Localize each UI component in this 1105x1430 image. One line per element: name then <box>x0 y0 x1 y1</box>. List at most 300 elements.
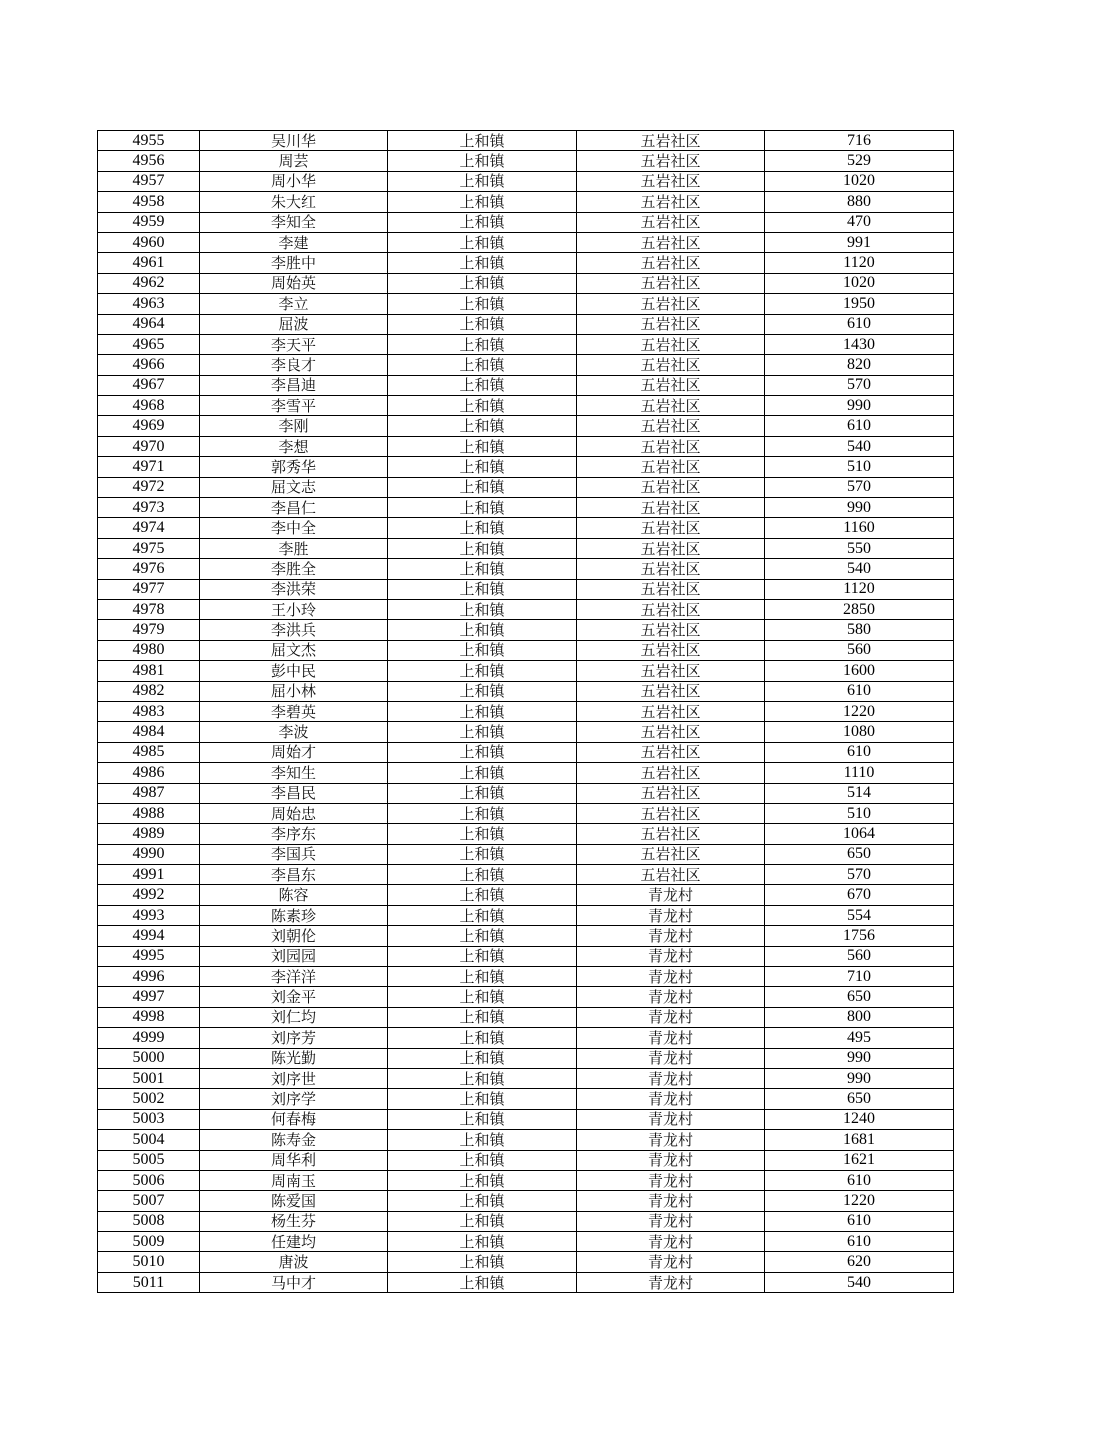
amount-cell: 800 <box>765 1007 954 1027</box>
name-cell: 周始英 <box>200 273 388 293</box>
name-cell: 周小华 <box>200 171 388 191</box>
row-number-cell: 4966 <box>98 355 200 375</box>
amount-cell: 1020 <box>765 171 954 191</box>
table-row <box>98 1170 954 1190</box>
community-cell: 青龙村 <box>577 905 765 925</box>
town-cell: 上和镇 <box>388 477 577 497</box>
row-number-cell: 4962 <box>98 273 200 293</box>
row-number-cell: 4974 <box>98 518 200 538</box>
row-number-cell: 5006 <box>98 1170 200 1190</box>
community-cell: 五岩社区 <box>577 620 765 640</box>
amount-cell: 670 <box>765 885 954 905</box>
town-cell: 上和镇 <box>388 905 577 925</box>
town-cell: 上和镇 <box>388 1211 577 1231</box>
amount-cell: 560 <box>765 946 954 966</box>
table-row <box>98 518 954 538</box>
table-row <box>98 701 954 721</box>
row-number-cell: 4984 <box>98 722 200 742</box>
name-cell: 李雪平 <box>200 396 388 416</box>
town-cell: 上和镇 <box>388 1232 577 1252</box>
community-cell: 五岩社区 <box>577 151 765 171</box>
town-cell: 上和镇 <box>388 232 577 252</box>
name-cell: 李昌民 <box>200 783 388 803</box>
amount-cell: 991 <box>765 232 954 252</box>
row-number-cell: 4982 <box>98 681 200 701</box>
row-number-cell: 4963 <box>98 294 200 314</box>
amount-cell: 554 <box>765 905 954 925</box>
community-cell: 五岩社区 <box>577 436 765 456</box>
community-cell: 青龙村 <box>577 1007 765 1027</box>
name-cell: 李昌东 <box>200 865 388 885</box>
row-number-cell: 4968 <box>98 396 200 416</box>
row-number-cell: 4969 <box>98 416 200 436</box>
amount-cell: 880 <box>765 192 954 212</box>
row-number-cell: 4992 <box>98 885 200 905</box>
community-cell: 五岩社区 <box>577 232 765 252</box>
amount-cell: 495 <box>765 1028 954 1048</box>
row-number-cell: 4977 <box>98 579 200 599</box>
amount-cell: 610 <box>765 1232 954 1252</box>
name-cell: 李中全 <box>200 518 388 538</box>
table-row <box>98 1130 954 1150</box>
name-cell: 杨生芬 <box>200 1211 388 1231</box>
amount-cell: 1020 <box>765 273 954 293</box>
table-row <box>98 1068 954 1088</box>
amount-cell: 1064 <box>765 824 954 844</box>
town-cell: 上和镇 <box>388 1007 577 1027</box>
name-cell: 周南玉 <box>200 1170 388 1190</box>
row-number-cell: 4996 <box>98 967 200 987</box>
community-cell: 青龙村 <box>577 1150 765 1170</box>
community-cell: 五岩社区 <box>577 640 765 660</box>
community-cell: 五岩社区 <box>577 579 765 599</box>
amount-cell: 510 <box>765 803 954 823</box>
community-cell: 青龙村 <box>577 1191 765 1211</box>
row-number-cell: 4973 <box>98 498 200 518</box>
row-number-cell: 4999 <box>98 1028 200 1048</box>
table-row <box>98 681 954 701</box>
table-row <box>98 946 954 966</box>
table-row <box>98 599 954 619</box>
row-number-cell: 4959 <box>98 212 200 232</box>
amount-cell: 514 <box>765 783 954 803</box>
community-cell: 五岩社区 <box>577 742 765 762</box>
amount-cell: 650 <box>765 1089 954 1109</box>
amount-cell: 1600 <box>765 661 954 681</box>
amount-cell: 529 <box>765 151 954 171</box>
name-cell: 屈文志 <box>200 477 388 497</box>
name-cell: 李想 <box>200 436 388 456</box>
town-cell: 上和镇 <box>388 1170 577 1190</box>
row-number-cell: 4964 <box>98 314 200 334</box>
town-cell: 上和镇 <box>388 192 577 212</box>
town-cell: 上和镇 <box>388 620 577 640</box>
community-cell: 青龙村 <box>577 1252 765 1272</box>
name-cell: 李胜 <box>200 538 388 558</box>
amount-cell: 990 <box>765 396 954 416</box>
amount-cell: 1120 <box>765 253 954 273</box>
community-cell: 青龙村 <box>577 1068 765 1088</box>
name-cell: 李立 <box>200 294 388 314</box>
table-row <box>98 926 954 946</box>
amount-cell: 610 <box>765 416 954 436</box>
town-cell: 上和镇 <box>388 131 577 151</box>
amount-cell: 620 <box>765 1252 954 1272</box>
community-cell: 五岩社区 <box>577 375 765 395</box>
amount-cell: 990 <box>765 1068 954 1088</box>
row-number-cell: 4976 <box>98 559 200 579</box>
table-row <box>98 457 954 477</box>
row-number-cell: 4965 <box>98 334 200 354</box>
amount-cell: 1621 <box>765 1150 954 1170</box>
table-row <box>98 314 954 334</box>
row-number-cell: 4957 <box>98 171 200 191</box>
town-cell: 上和镇 <box>388 1252 577 1272</box>
name-cell: 刘序世 <box>200 1068 388 1088</box>
table-row <box>98 273 954 293</box>
data-table <box>97 130 954 1293</box>
row-number-cell: 4997 <box>98 987 200 1007</box>
table-row <box>98 253 954 273</box>
row-number-cell: 4987 <box>98 783 200 803</box>
community-cell: 五岩社区 <box>577 538 765 558</box>
name-cell: 李国兵 <box>200 844 388 864</box>
name-cell: 李胜全 <box>200 559 388 579</box>
table-row <box>98 1191 954 1211</box>
row-number-cell: 5011 <box>98 1272 200 1292</box>
community-cell: 青龙村 <box>577 1028 765 1048</box>
amount-cell: 610 <box>765 314 954 334</box>
table-row <box>98 1048 954 1068</box>
community-cell: 五岩社区 <box>577 701 765 721</box>
table-row <box>98 334 954 354</box>
row-number-cell: 4956 <box>98 151 200 171</box>
table-row <box>98 579 954 599</box>
town-cell: 上和镇 <box>388 987 577 1007</box>
town-cell: 上和镇 <box>388 742 577 762</box>
table-row <box>98 824 954 844</box>
town-cell: 上和镇 <box>388 701 577 721</box>
row-number-cell: 4985 <box>98 742 200 762</box>
table-row <box>98 396 954 416</box>
table-row <box>98 1150 954 1170</box>
community-cell: 五岩社区 <box>577 559 765 579</box>
name-cell: 李建 <box>200 232 388 252</box>
name-cell: 刘序芳 <box>200 1028 388 1048</box>
community-cell: 五岩社区 <box>577 661 765 681</box>
town-cell: 上和镇 <box>388 1130 577 1150</box>
town-cell: 上和镇 <box>388 967 577 987</box>
amount-cell: 550 <box>765 538 954 558</box>
community-cell: 青龙村 <box>577 1130 765 1150</box>
table-row <box>98 803 954 823</box>
community-cell: 青龙村 <box>577 1272 765 1292</box>
community-cell: 五岩社区 <box>577 477 765 497</box>
table-row <box>98 885 954 905</box>
community-cell: 青龙村 <box>577 885 765 905</box>
town-cell: 上和镇 <box>388 396 577 416</box>
row-number-cell: 4993 <box>98 905 200 925</box>
community-cell: 五岩社区 <box>577 498 765 518</box>
community-cell: 五岩社区 <box>577 722 765 742</box>
community-cell: 青龙村 <box>577 946 765 966</box>
table-row <box>98 1252 954 1272</box>
town-cell: 上和镇 <box>388 844 577 864</box>
row-number-cell: 4979 <box>98 620 200 640</box>
amount-cell: 540 <box>765 436 954 456</box>
amount-cell: 1080 <box>765 722 954 742</box>
name-cell: 屈文杰 <box>200 640 388 660</box>
row-number-cell: 4972 <box>98 477 200 497</box>
town-cell: 上和镇 <box>388 1068 577 1088</box>
town-cell: 上和镇 <box>388 599 577 619</box>
table-row <box>98 967 954 987</box>
name-cell: 李知全 <box>200 212 388 232</box>
amount-cell: 1950 <box>765 294 954 314</box>
amount-cell: 1110 <box>765 763 954 783</box>
town-cell: 上和镇 <box>388 559 577 579</box>
row-number-cell: 4978 <box>98 599 200 619</box>
name-cell: 陈光勤 <box>200 1048 388 1068</box>
row-number-cell: 4994 <box>98 926 200 946</box>
name-cell: 刘仁均 <box>200 1007 388 1027</box>
amount-cell: 570 <box>765 375 954 395</box>
name-cell: 周华利 <box>200 1150 388 1170</box>
row-number-cell: 4986 <box>98 763 200 783</box>
table-row <box>98 375 954 395</box>
row-number-cell: 4998 <box>98 1007 200 1027</box>
name-cell: 王小玲 <box>200 599 388 619</box>
community-cell: 五岩社区 <box>577 844 765 864</box>
town-cell: 上和镇 <box>388 865 577 885</box>
table-body <box>98 131 954 1293</box>
name-cell: 刘园园 <box>200 946 388 966</box>
amount-cell: 650 <box>765 844 954 864</box>
town-cell: 上和镇 <box>388 681 577 701</box>
amount-cell: 990 <box>765 498 954 518</box>
amount-cell: 650 <box>765 987 954 1007</box>
table-row <box>98 1232 954 1252</box>
town-cell: 上和镇 <box>388 946 577 966</box>
name-cell: 李昌迪 <box>200 375 388 395</box>
name-cell: 李刚 <box>200 416 388 436</box>
community-cell: 五岩社区 <box>577 253 765 273</box>
name-cell: 周芸 <box>200 151 388 171</box>
name-cell: 李序东 <box>200 824 388 844</box>
table-row <box>98 171 954 191</box>
table-row <box>98 620 954 640</box>
town-cell: 上和镇 <box>388 416 577 436</box>
community-cell: 五岩社区 <box>577 865 765 885</box>
amount-cell: 820 <box>765 355 954 375</box>
amount-cell: 2850 <box>765 599 954 619</box>
row-number-cell: 5003 <box>98 1109 200 1129</box>
town-cell: 上和镇 <box>388 1191 577 1211</box>
amount-cell: 570 <box>765 477 954 497</box>
community-cell: 五岩社区 <box>577 314 765 334</box>
town-cell: 上和镇 <box>388 722 577 742</box>
table-row <box>98 987 954 1007</box>
row-number-cell: 4988 <box>98 803 200 823</box>
name-cell: 刘金平 <box>200 987 388 1007</box>
name-cell: 李知生 <box>200 763 388 783</box>
community-cell: 五岩社区 <box>577 803 765 823</box>
name-cell: 李胜中 <box>200 253 388 273</box>
community-cell: 青龙村 <box>577 967 765 987</box>
community-cell: 青龙村 <box>577 1170 765 1190</box>
amount-cell: 716 <box>765 131 954 151</box>
name-cell: 陈容 <box>200 885 388 905</box>
row-number-cell: 4981 <box>98 661 200 681</box>
amount-cell: 560 <box>765 640 954 660</box>
town-cell: 上和镇 <box>388 1272 577 1292</box>
row-number-cell: 4961 <box>98 253 200 273</box>
amount-cell: 1430 <box>765 334 954 354</box>
community-cell: 五岩社区 <box>577 212 765 232</box>
community-cell: 五岩社区 <box>577 599 765 619</box>
amount-cell: 1160 <box>765 518 954 538</box>
name-cell: 陈寿金 <box>200 1130 388 1150</box>
amount-cell: 1120 <box>765 579 954 599</box>
table-row <box>98 865 954 885</box>
row-number-cell: 5000 <box>98 1048 200 1068</box>
table-row <box>98 355 954 375</box>
name-cell: 陈爱国 <box>200 1191 388 1211</box>
table-row <box>98 1272 954 1292</box>
name-cell: 李天平 <box>200 334 388 354</box>
row-number-cell: 4960 <box>98 232 200 252</box>
town-cell: 上和镇 <box>388 824 577 844</box>
table-row <box>98 232 954 252</box>
row-number-cell: 4980 <box>98 640 200 660</box>
name-cell: 屈小林 <box>200 681 388 701</box>
table-row <box>98 722 954 742</box>
name-cell: 郭秀华 <box>200 457 388 477</box>
row-number-cell: 4991 <box>98 865 200 885</box>
town-cell: 上和镇 <box>388 1048 577 1068</box>
community-cell: 五岩社区 <box>577 273 765 293</box>
community-cell: 五岩社区 <box>577 763 765 783</box>
row-number-cell: 5001 <box>98 1068 200 1088</box>
town-cell: 上和镇 <box>388 783 577 803</box>
name-cell: 周始忠 <box>200 803 388 823</box>
community-cell: 五岩社区 <box>577 783 765 803</box>
community-cell: 五岩社区 <box>577 334 765 354</box>
community-cell: 青龙村 <box>577 1109 765 1129</box>
community-cell: 五岩社区 <box>577 824 765 844</box>
amount-cell: 610 <box>765 1170 954 1190</box>
amount-cell: 1220 <box>765 1191 954 1211</box>
community-cell: 五岩社区 <box>577 518 765 538</box>
town-cell: 上和镇 <box>388 1089 577 1109</box>
table-row <box>98 1211 954 1231</box>
town-cell: 上和镇 <box>388 273 577 293</box>
amount-cell: 540 <box>765 559 954 579</box>
table-row <box>98 640 954 660</box>
amount-cell: 1220 <box>765 701 954 721</box>
community-cell: 五岩社区 <box>577 294 765 314</box>
row-number-cell: 5008 <box>98 1211 200 1231</box>
row-number-cell: 4975 <box>98 538 200 558</box>
town-cell: 上和镇 <box>388 538 577 558</box>
town-cell: 上和镇 <box>388 579 577 599</box>
name-cell: 任建均 <box>200 1232 388 1252</box>
row-number-cell: 5002 <box>98 1089 200 1109</box>
table-row <box>98 416 954 436</box>
row-number-cell: 4970 <box>98 436 200 456</box>
table-row <box>98 763 954 783</box>
table-row <box>98 1089 954 1109</box>
community-cell: 五岩社区 <box>577 457 765 477</box>
town-cell: 上和镇 <box>388 763 577 783</box>
table-row <box>98 742 954 762</box>
name-cell: 李洪兵 <box>200 620 388 640</box>
table-row <box>98 498 954 518</box>
community-cell: 五岩社区 <box>577 355 765 375</box>
town-cell: 上和镇 <box>388 518 577 538</box>
community-cell: 青龙村 <box>577 926 765 946</box>
name-cell: 何春梅 <box>200 1109 388 1129</box>
town-cell: 上和镇 <box>388 294 577 314</box>
amount-cell: 570 <box>765 865 954 885</box>
town-cell: 上和镇 <box>388 926 577 946</box>
table-row <box>98 1028 954 1048</box>
table-row <box>98 192 954 212</box>
town-cell: 上和镇 <box>388 1150 577 1170</box>
table-row <box>98 151 954 171</box>
name-cell: 陈素珍 <box>200 905 388 925</box>
town-cell: 上和镇 <box>388 314 577 334</box>
row-number-cell: 4990 <box>98 844 200 864</box>
table-row <box>98 1007 954 1027</box>
table-row <box>98 905 954 925</box>
name-cell: 李良才 <box>200 355 388 375</box>
name-cell: 李波 <box>200 722 388 742</box>
row-number-cell: 4995 <box>98 946 200 966</box>
table-row <box>98 559 954 579</box>
table-row <box>98 783 954 803</box>
amount-cell: 470 <box>765 212 954 232</box>
town-cell: 上和镇 <box>388 436 577 456</box>
town-cell: 上和镇 <box>388 661 577 681</box>
name-cell: 李洋洋 <box>200 967 388 987</box>
table-row <box>98 538 954 558</box>
name-cell: 吴川华 <box>200 131 388 151</box>
amount-cell: 710 <box>765 967 954 987</box>
name-cell: 李碧英 <box>200 701 388 721</box>
table-row <box>98 477 954 497</box>
name-cell: 刘序学 <box>200 1089 388 1109</box>
community-cell: 五岩社区 <box>577 416 765 436</box>
town-cell: 上和镇 <box>388 253 577 273</box>
table-row <box>98 212 954 232</box>
name-cell: 李昌仁 <box>200 498 388 518</box>
community-cell: 青龙村 <box>577 1211 765 1231</box>
row-number-cell: 4967 <box>98 375 200 395</box>
town-cell: 上和镇 <box>388 885 577 905</box>
row-number-cell: 5009 <box>98 1232 200 1252</box>
community-cell: 青龙村 <box>577 1048 765 1068</box>
row-number-cell: 4955 <box>98 131 200 151</box>
name-cell: 彭中民 <box>200 661 388 681</box>
town-cell: 上和镇 <box>388 375 577 395</box>
amount-cell: 1681 <box>765 1130 954 1150</box>
amount-cell: 610 <box>765 742 954 762</box>
community-cell: 五岩社区 <box>577 192 765 212</box>
name-cell: 屈波 <box>200 314 388 334</box>
community-cell: 五岩社区 <box>577 681 765 701</box>
name-cell: 刘朝伦 <box>200 926 388 946</box>
